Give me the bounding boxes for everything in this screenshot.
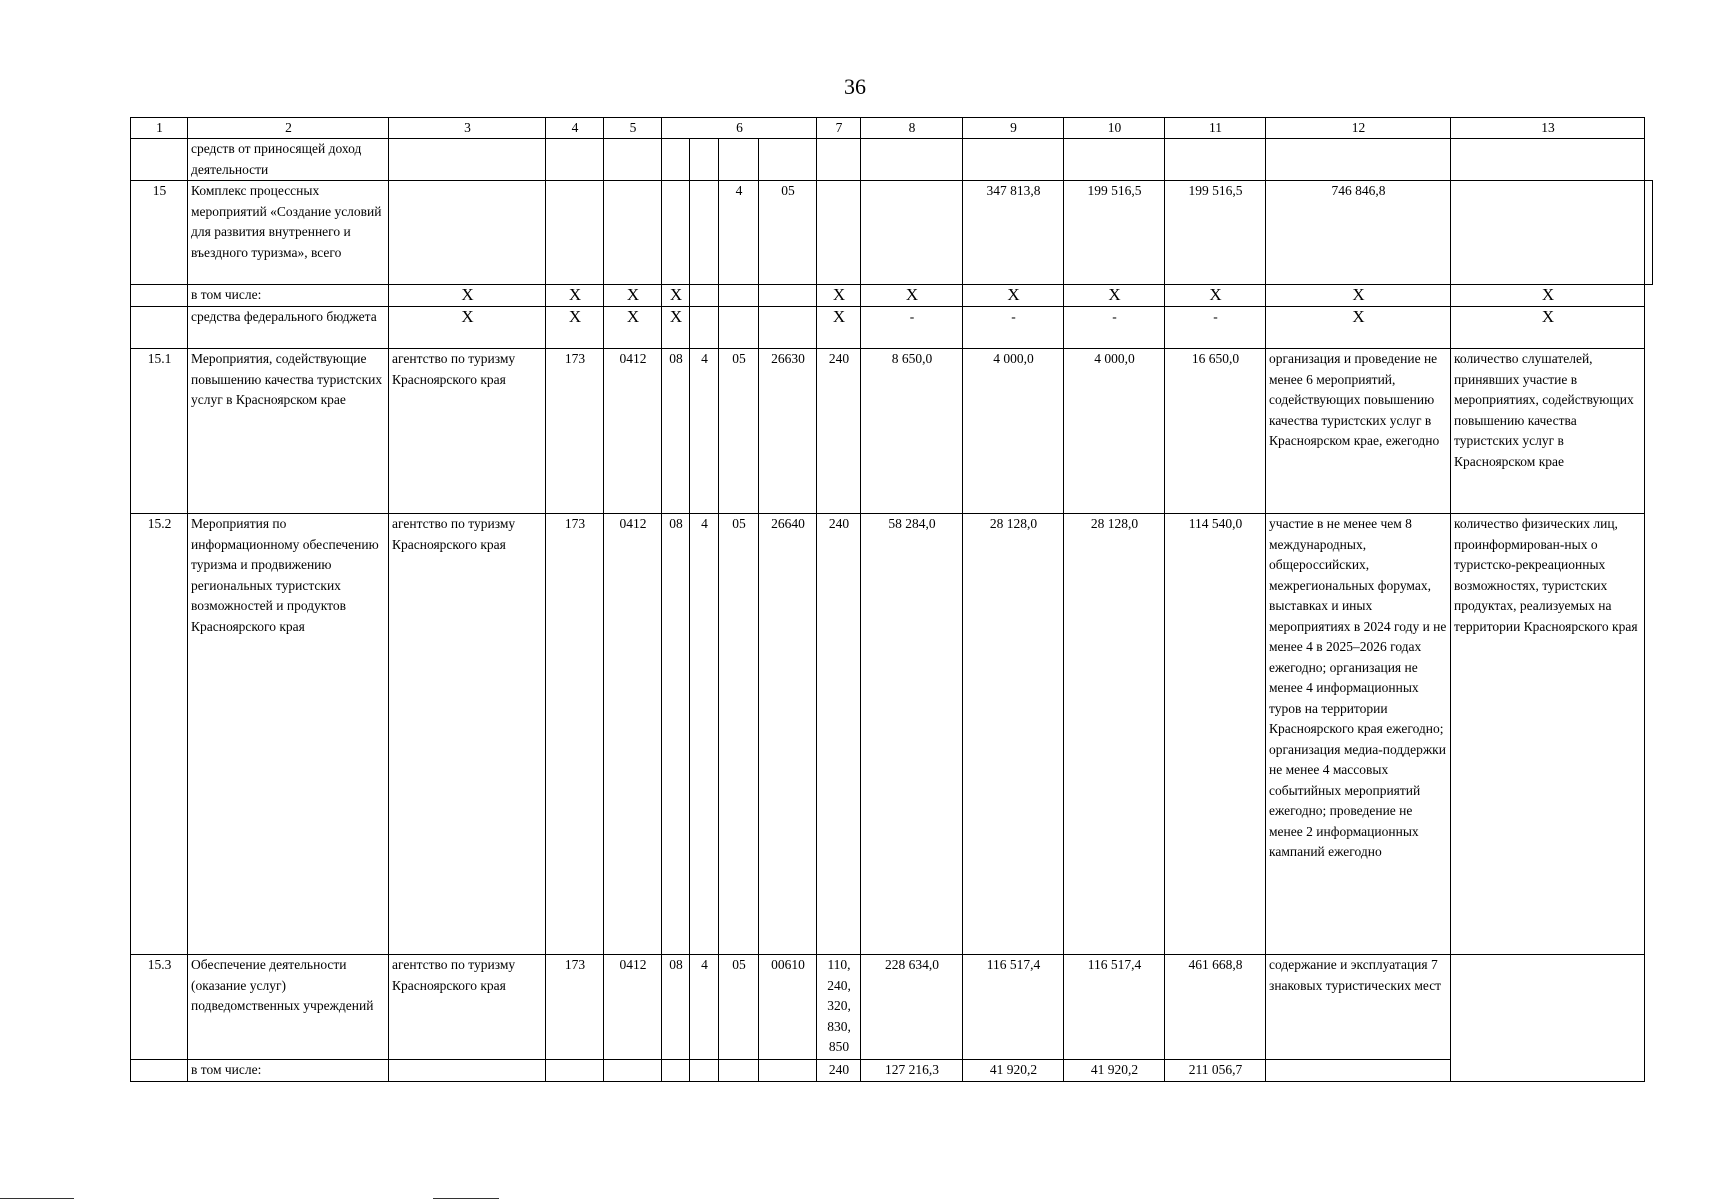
value-cell: 347 813,8 (963, 181, 1064, 285)
code-cell: 0412 (604, 955, 662, 1060)
page-number: 36 (844, 74, 866, 99)
x-mark: X (1266, 307, 1451, 349)
indicator-cell: количество физических лиц, проинформирован-ных о туристско-рекреационных возможностях, туристских продуктах, реализуемых на территории Красноярского края (1451, 514, 1645, 955)
x-mark: X (662, 285, 690, 307)
code-cell: 240 (817, 514, 861, 955)
code-cell: 4 (690, 349, 719, 514)
header-cell: 8 (861, 118, 963, 139)
row-name: Мероприятия по информационному обеспечению туризма и продвижению региональных туристских возможностей и продуктов Красноярского края (188, 514, 389, 955)
x-mark: X (389, 307, 546, 349)
header-cell: 2 (188, 118, 389, 139)
header-cell: 10 (1064, 118, 1165, 139)
table-row (131, 514, 1653, 955)
value-cell: 228 634,0 (861, 955, 963, 1060)
result-cell: участие в не менее чем 8 международных, общероссийских, межрегиональных форумах, выставках и иных мероприятиях в 2024 году и не менее 4 в 2025–2026 годах ежегодно; организация не менее 4 информационных туров на территории Красноярского края ежегодно; организация медиа-поддержки не менее 4 массовых событийных мероприятий ежегодно; проведение не менее 2 информационных кампаний ежегодно (1266, 514, 1451, 955)
code-cell: 05 (719, 349, 759, 514)
table-row (131, 285, 1653, 307)
value-cell: 41 920,2 (963, 1060, 1064, 1082)
row-name: средства федерального бюджета (188, 307, 389, 349)
header-cell: 6 (662, 118, 817, 139)
header-cell: 13 (1451, 118, 1645, 139)
budget-table (130, 117, 1653, 1082)
header-cell: 11 (1165, 118, 1266, 139)
agency-cell: агентство по туризму Красноярского края (389, 514, 546, 955)
table-row (131, 307, 1653, 349)
indicator-cell: количество слушателей, принявших участие в мероприятиях, содействующих повышению качества туристских услуг в Красноярском крае (1451, 349, 1645, 514)
row-number: 15.2 (131, 514, 188, 955)
value-cell: 28 128,0 (963, 514, 1064, 955)
dash-cell: - (1165, 307, 1266, 349)
value-cell: 211 056,7 (1165, 1060, 1266, 1082)
indicator-cell (1451, 955, 1645, 1082)
x-mark: X (1165, 285, 1266, 307)
x-mark: X (861, 285, 963, 307)
row-name: Обеспечение деятельности (оказание услуг) подведомственных учреждений (188, 955, 389, 1060)
x-mark: X (662, 307, 690, 349)
x-mark: X (1451, 285, 1645, 307)
value-cell: 4 000,0 (963, 349, 1064, 514)
header-cell: 12 (1266, 118, 1451, 139)
value-cell: 114 540,0 (1165, 514, 1266, 955)
x-mark: X (546, 307, 604, 349)
table-row (131, 1060, 1653, 1082)
code-cell: 08 (662, 955, 690, 1060)
table-row (131, 349, 1653, 514)
header-row (131, 118, 1653, 139)
value-cell: 16 650,0 (1165, 349, 1266, 514)
x-mark: X (817, 285, 861, 307)
agency-cell: агентство по туризму Красноярского края (389, 349, 546, 514)
x-mark: X (817, 307, 861, 349)
code-cell: 4 (690, 955, 719, 1060)
value-cell: 116 517,4 (963, 955, 1064, 1060)
header-cell: 4 (546, 118, 604, 139)
value-cell: 28 128,0 (1064, 514, 1165, 955)
x-mark: X (389, 285, 546, 307)
code-cell: 0412 (604, 349, 662, 514)
edge-mark (433, 1198, 499, 1199)
row-number: 15 (131, 181, 188, 285)
result-cell: содержание и эксплуатация 7 знаковых туристических мест (1266, 955, 1451, 1060)
row-number: 15.3 (131, 955, 188, 1060)
code-cell: 240 (817, 349, 861, 514)
row-name: в том числе: (188, 1060, 389, 1082)
x-mark: X (1451, 307, 1645, 349)
code-cell: 4 (719, 181, 759, 285)
code-cell: 08 (662, 514, 690, 955)
x-mark: X (604, 285, 662, 307)
code-cell: 08 (662, 349, 690, 514)
agency-cell: агентство по туризму Красноярского края (389, 955, 546, 1060)
header-cell: 5 (604, 118, 662, 139)
row-name: Мероприятия, содействующие повышению качества туристских услуг в Красноярском крае (188, 349, 389, 514)
code-cell: 05 (719, 955, 759, 1060)
code-cell: 173 (546, 955, 604, 1060)
code-cell: 26630 (759, 349, 817, 514)
x-mark: X (1064, 285, 1165, 307)
value-cell: 746 846,8 (1266, 181, 1451, 285)
code-cell: 110, 240, 320, 830, 850 (817, 955, 861, 1060)
x-mark: X (546, 285, 604, 307)
x-mark: X (604, 307, 662, 349)
code-cell: 173 (546, 514, 604, 955)
value-cell: 116 517,4 (1064, 955, 1165, 1060)
result-cell: организация и проведение не менее 6 мероприятий, содействующих повышению качества туристских услуг в Красноярском крае, ежегодно (1266, 349, 1451, 514)
dash-cell: - (963, 307, 1064, 349)
code-cell: 05 (719, 514, 759, 955)
header-cell: 9 (963, 118, 1064, 139)
code-cell: 240 (817, 1060, 861, 1082)
edge-mark (0, 1198, 74, 1199)
header-cell: 7 (817, 118, 861, 139)
value-cell: 8 650,0 (861, 349, 963, 514)
value-cell: 41 920,2 (1064, 1060, 1165, 1082)
header-cell: 3 (389, 118, 546, 139)
x-mark: X (963, 285, 1064, 307)
row-number: 15.1 (131, 349, 188, 514)
x-mark: X (1266, 285, 1451, 307)
code-cell: 05 (759, 181, 817, 285)
table-row (131, 139, 1653, 181)
dash-cell: - (861, 307, 963, 349)
row-name: Комплекс процессных мероприятий «Создание условий для развития внутреннего и въездного туризма», всего (188, 181, 389, 285)
header-cell: 1 (131, 118, 188, 139)
code-cell: 00610 (759, 955, 817, 1060)
value-cell: 461 668,8 (1165, 955, 1266, 1060)
value-cell: 199 516,5 (1165, 181, 1266, 285)
row-name: в том числе: (188, 285, 389, 307)
code-cell: 0412 (604, 514, 662, 955)
table-row (131, 955, 1653, 1060)
code-cell: 26640 (759, 514, 817, 955)
value-cell: 58 284,0 (861, 514, 963, 955)
code-cell: 4 (690, 514, 719, 955)
row-name: средств от приносящей доход деятельности (188, 139, 389, 181)
value-cell: 199 516,5 (1064, 181, 1165, 285)
table-row (131, 181, 1653, 285)
value-cell: 4 000,0 (1064, 349, 1165, 514)
code-cell: 173 (546, 349, 604, 514)
value-cell: 127 216,3 (861, 1060, 963, 1082)
dash-cell: - (1064, 307, 1165, 349)
